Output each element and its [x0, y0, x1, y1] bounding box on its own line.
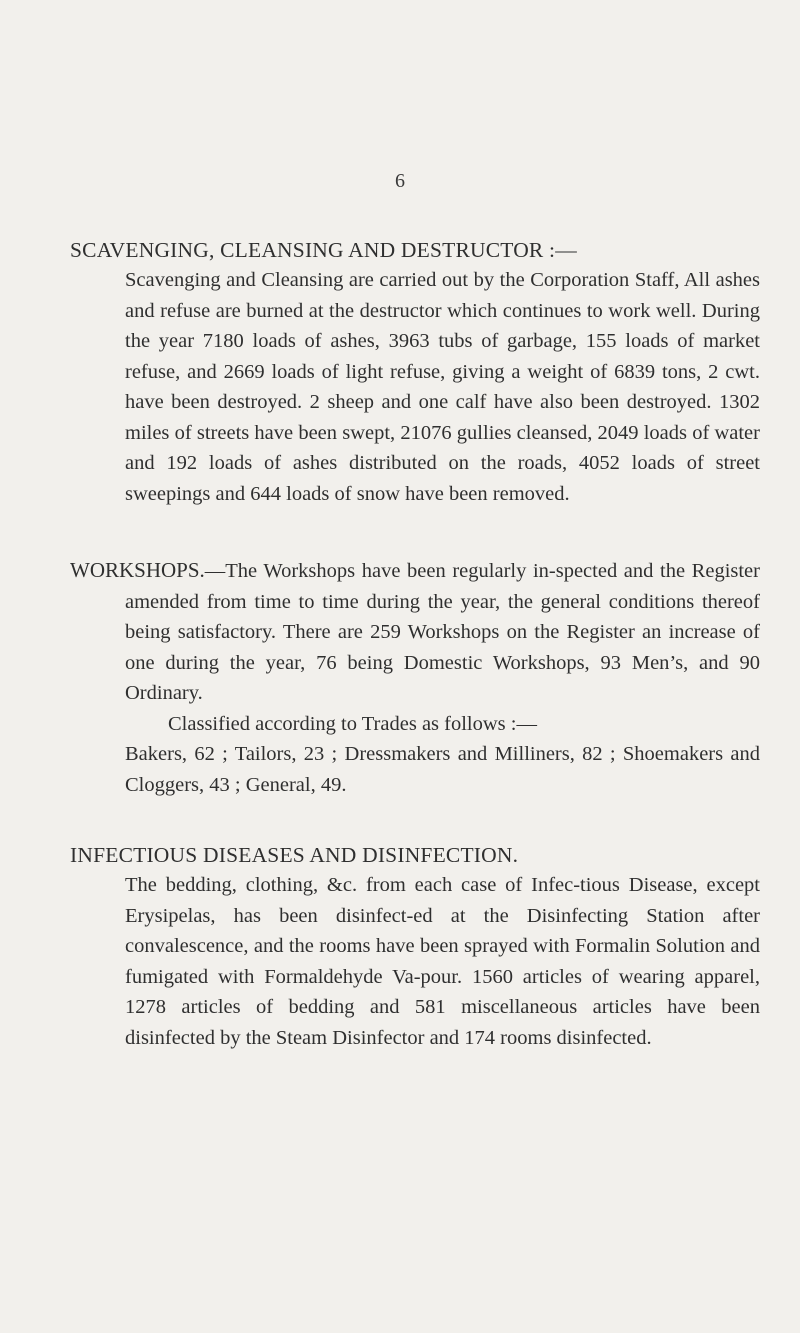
- section-paragraph-workshops: [70, 555, 760, 709]
- classified-intro: Classified according to Trades as follows :—: [168, 712, 537, 735]
- section-scavenging: [70, 235, 760, 509]
- section-body-workshops: —The Workshops have been regularly in-spected and the Register amended from time to time during the year, the general conditions thereof being satisfactory. There are 259 Workshops on the Register an increase of one during the year, 76 being Domestic Workshops, 93 Men’s, and 90 Ordinary.: [125, 560, 760, 704]
- section-workshops: [70, 555, 760, 800]
- section-infectious: [70, 840, 760, 1053]
- page-number: 6: [395, 170, 405, 192]
- classified-list: Bakers, 62 ; Tailors, 23 ; Dressmakers and Milliners, 82 ; Shoemakers and Cloggers, 43 ; General, 49.: [125, 743, 760, 796]
- section-heading-workshops: WORKSHOPS.: [70, 558, 205, 582]
- section-heading-scavenging: SCAVENGING, CLEANSING AND DESTRUCTOR :—: [70, 238, 577, 262]
- section-body-infectious: The bedding, clothing, &c. from each case of Infec-tious Disease, except Erysipelas, has been disinfect-ed at the Disinfecting Station after convalescence, and the rooms have been sprayed with Formalin Solution and fumigated with Formaldehyde Va-pour. 1560 articles of wearing apparel, 1278 articles of bedding and 581 miscellaneous articles have been disinfected by the Steam Disinfector and 174 rooms disinfected.: [125, 874, 760, 1049]
- section-body-scavenging: Scavenging and Cleansing are carried out by the Corporation Staff, All ashes and refuse are burned at the destructor which continues to work well. During the year 7180 loads of ashes, 3963 tubs of garbage, 155 loads of market refuse, and 2669 loads of light refuse, giving a weight of 6839 tons, 2 cwt. have been destroyed. 2 sheep and one calf have also been destroyed. 1302 miles of streets have been swept, 21076 gullies cleansed, 2049 loads of water and 192 loads of ashes distributed on the roads, 4052 loads of street sweepings and 644 loads of snow have been removed.: [125, 269, 760, 505]
- section-heading-infectious: INFECTIOUS DISEASES AND DISINFECTION.: [70, 843, 519, 867]
